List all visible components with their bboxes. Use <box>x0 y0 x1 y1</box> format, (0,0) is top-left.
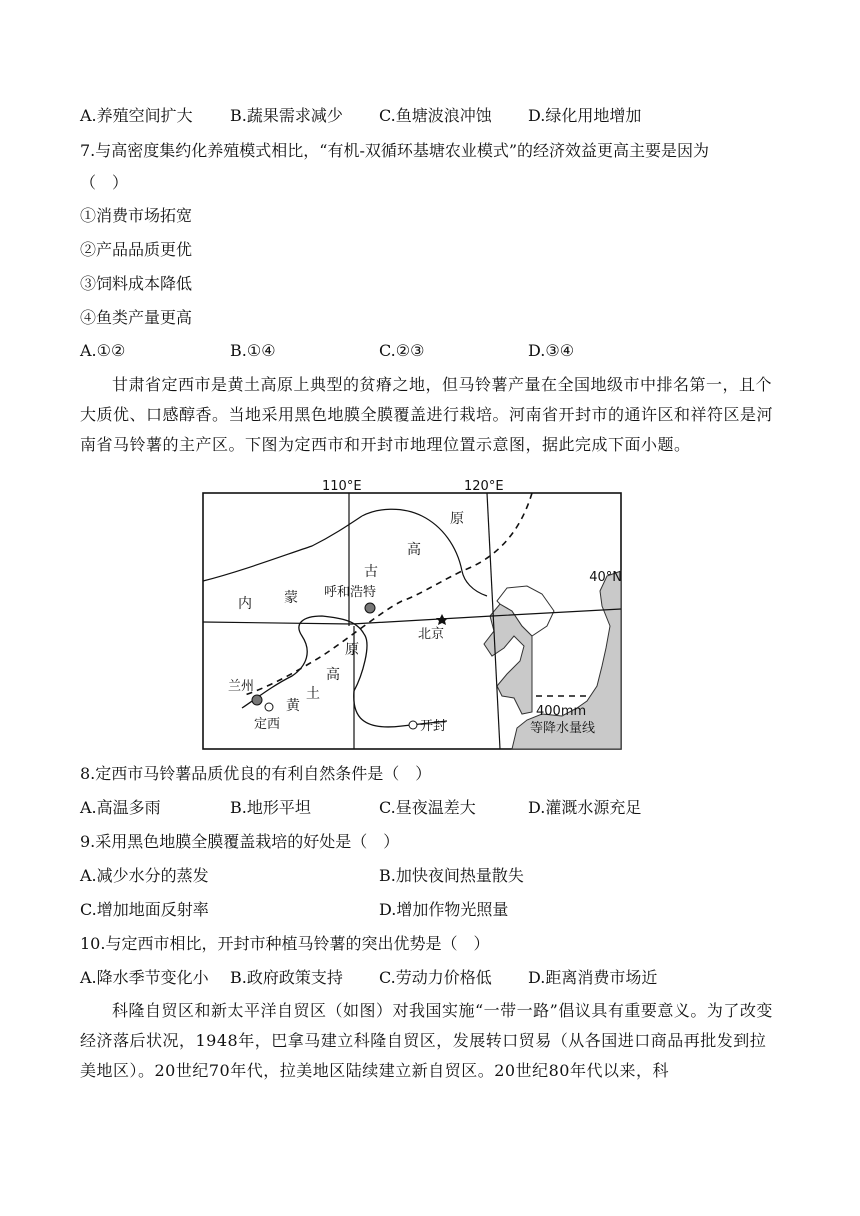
option-d: D.绿化用地增加 <box>528 106 642 125</box>
region-char: 古 <box>364 564 378 580</box>
passage-paragraph: 科隆自贸区和新太平洋自贸区（如图）对我国实施“一带一路”倡议具有重要意义。为了改变经济落后状况，1948年，巴拿马建立科隆自贸区，发展转口贸易（从各国进口商品再批发到拉美地区）。20世纪70年代，拉美地区陆续建立新自贸区。20世纪80年代以来，科 <box>80 1001 773 1080</box>
item-3: ③饲料成本降低 <box>80 274 193 293</box>
question-stem: 9.采用黑色地膜全膜覆盖栽培的好处是（ ） <box>80 832 400 851</box>
city-marker <box>365 603 375 613</box>
option-a: A.养殖空间扩大 <box>80 106 193 125</box>
option-b: B.①④ <box>230 341 276 360</box>
region-char: 高 <box>407 542 421 558</box>
region-char: 原 <box>450 511 464 527</box>
location-map <box>202 476 622 751</box>
city-marker <box>252 695 262 705</box>
option-b: B.加快夜间热量散失 <box>379 866 524 885</box>
item-1: ①消费市场拓宽 <box>80 206 193 225</box>
question-stem: 7.与高密度集约化养殖模式相比，“有机-双循环基塘农业模式”的经济效益更高主要是因为 <box>80 141 710 160</box>
lon-label: 120°E <box>464 479 504 494</box>
option-a: A.降水季节变化小 <box>80 968 209 987</box>
city-label: 开封 <box>420 719 447 734</box>
option-a: A.减少水分的蒸发 <box>80 866 209 885</box>
option-d: D.灌溉水源充足 <box>528 798 642 817</box>
option-c: C.劳动力价格低 <box>379 968 492 987</box>
option-c: C.昼夜温差大 <box>379 798 476 817</box>
option-b: B.地形平坦 <box>230 798 311 817</box>
option-d: D.距离消费市场近 <box>528 968 658 987</box>
city-marker <box>265 703 273 711</box>
city-label: 北京 <box>418 627 445 642</box>
region-char: 原 <box>345 642 359 658</box>
option-a: A.高温多雨 <box>80 798 161 817</box>
passage-paragraph: 甘肃省定西市是黄土高原上典型的贫瘠之地，但马铃薯产量在全国地级市中排名第一，且个大质优、口感醇香。当地采用黑色地膜全膜覆盖进行栽培。河南省开封市的通许区和祥符区是河南省马铃薯的主产区。下图为定西市和开封市地理位置示意图，据此完成下面小题。 <box>80 375 774 454</box>
option-b: B.政府政策支持 <box>230 968 343 987</box>
answer-bracket: （ ） <box>80 173 129 192</box>
city-label: 兰州 <box>228 679 255 694</box>
question-stem: 8.定西市马铃薯品质优良的有利自然条件是（ ） <box>80 764 432 783</box>
lon-label: 110°E <box>322 479 362 494</box>
option-c: C.②③ <box>379 341 425 360</box>
option-c: C.鱼塘波浪冲蚀 <box>379 106 492 125</box>
option-b: B.蔬果需求减少 <box>230 106 343 125</box>
option-d: D.增加作物光照量 <box>379 900 509 919</box>
legend-label: 等降水量线 <box>530 721 596 736</box>
region-char: 内 <box>238 596 252 612</box>
question-stem: 10.与定西市相比，开封市种植马铃薯的突出优势是（ ） <box>80 934 490 953</box>
city-marker <box>409 721 417 729</box>
region-char: 蒙 <box>284 590 298 606</box>
region-char: 黄 <box>286 698 300 714</box>
region-char: 高 <box>326 667 340 683</box>
region-char: 土 <box>306 686 320 702</box>
lat-label: 40°N <box>589 570 622 585</box>
item-2: ②产品品质更优 <box>80 240 193 259</box>
legend-value: 400mm <box>536 704 587 719</box>
option-a: A.①② <box>80 341 126 360</box>
item-4: ④鱼类产量更高 <box>80 308 193 327</box>
city-label: 定西 <box>254 717 281 732</box>
option-d: D.③④ <box>528 341 575 360</box>
city-label: 呼和浩特 <box>324 585 377 600</box>
option-c: C.增加地面反射率 <box>80 900 209 919</box>
